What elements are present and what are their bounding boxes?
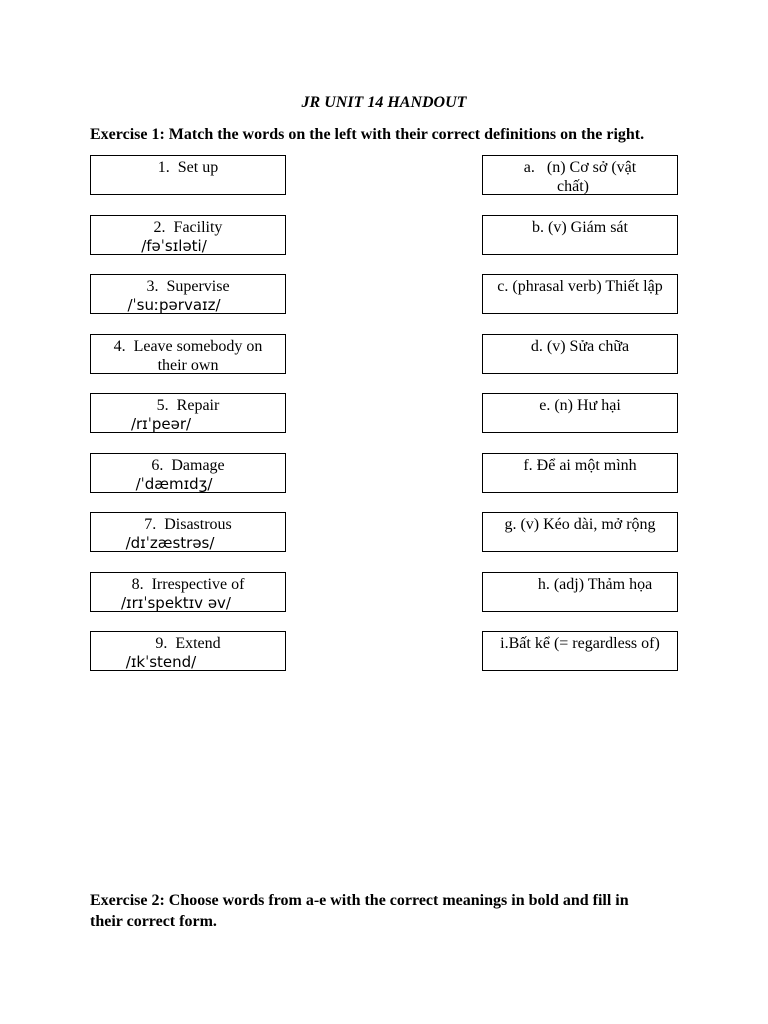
definition-text: c. (phrasal verb) Thiết lập [497, 278, 663, 295]
definition-box-b [482, 215, 678, 255]
word-text: Damage [171, 457, 225, 474]
word-text: Set up [177, 159, 219, 176]
definition-box-a [482, 155, 678, 195]
definition-box-f [482, 453, 678, 493]
word-pronunciation: /fəˈsɪləti/ [141, 237, 207, 255]
definition-text: i.Bất kể (= regardless of) [500, 635, 660, 652]
page-title: JR UNIT 14 HANDOUT [301, 94, 467, 111]
definition-box-e [482, 393, 678, 433]
word-box-2 [90, 215, 286, 255]
word-text: Facility [173, 219, 223, 236]
word-pronunciation: /ɪkˈstend/ [125, 653, 197, 671]
exercise-2-instruction: Exercise 2: Choose words from a-e with the correct meanings in bold and fill in their correct form. [90, 892, 629, 930]
exercise-1-instruction: Exercise 1: Match the words on the left with their correct definitions on the right. [90, 126, 645, 143]
word-number: 3. [146, 278, 159, 295]
word-text: Irrespective of [151, 576, 245, 593]
definition-text: g. (v) Kéo dài, mở rộng [504, 516, 656, 533]
word-box-1 [90, 155, 286, 195]
word-text-continued: their own [157, 357, 219, 374]
definition-box-d [482, 334, 678, 374]
word-number: 7. [144, 516, 157, 533]
word-number: 5. [156, 397, 169, 414]
word-pronunciation: /rɪˈpeər/ [130, 415, 192, 433]
word-box-8 [90, 572, 286, 612]
word-text: Disastrous [164, 516, 232, 533]
word-number: 2. [153, 219, 166, 236]
word-text: Extend [175, 635, 221, 652]
definition-text: a. (n) Cơ sở (vật [523, 159, 637, 176]
word-number: 9. [155, 635, 168, 652]
word-box-7 [90, 512, 286, 552]
definition-box-g [482, 512, 678, 552]
word-box-6 [90, 453, 286, 493]
word-pronunciation: /dɪˈzæstrəs/ [125, 534, 215, 552]
word-number: 8. [131, 576, 144, 593]
definition-text-continued: chất) [557, 178, 589, 195]
definition-text: f. Để ai một mình [523, 457, 637, 474]
word-number: 1. [157, 159, 170, 176]
definition-box-c [482, 274, 678, 314]
word-box-5 [90, 393, 286, 433]
word-pronunciation: /ɪrɪˈspektɪv əv/ [120, 594, 231, 612]
word-number: 4. [113, 338, 126, 355]
word-text: Supervise [166, 278, 230, 295]
word-box-4 [90, 334, 286, 374]
word-text: Repair [176, 397, 220, 414]
word-box-3 [90, 274, 286, 314]
definition-text: d. (v) Sửa chữa [530, 338, 630, 355]
definition-text: b. (v) Giám sát [532, 219, 628, 236]
definition-box-i [482, 631, 678, 671]
word-pronunciation: /ˈdæmɪdʒ/ [135, 475, 213, 493]
word-number: 6. [151, 457, 164, 474]
word-text: Leave somebody on [133, 338, 263, 355]
word-box-9 [90, 631, 286, 671]
word-pronunciation: /ˈsuːpərvaɪz/ [127, 296, 221, 314]
definition-text: e. (n) Hư hại [539, 397, 621, 414]
definition-text: h. (adj) Thảm họa [537, 576, 653, 593]
definition-box-h [482, 572, 678, 612]
